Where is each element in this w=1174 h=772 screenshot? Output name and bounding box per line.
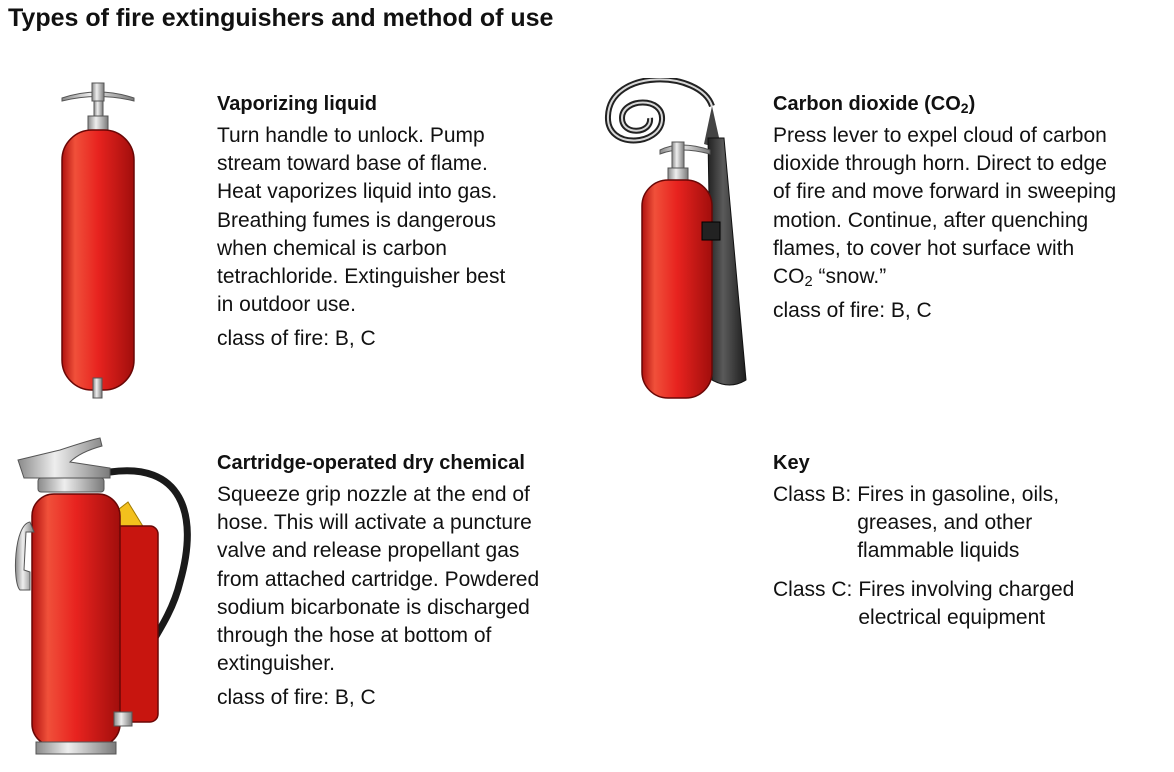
key-class-b-label: Class B:: [773, 483, 852, 506]
key-class-c: [773, 576, 1163, 632]
co2-heading: [773, 93, 1173, 116]
text-line: [773, 263, 1173, 291]
text-line: sodium bicarbonate is discharged: [217, 595, 530, 619]
key-class-b-description: [857, 481, 1059, 566]
co2-extinguisher-illustration: [600, 78, 760, 403]
text-line: Heat vaporizes liquid into gas.: [217, 180, 498, 204]
text-line: of fire and move forward in sweeping: [773, 180, 1117, 204]
text-part: CO: [773, 265, 805, 289]
key-class-c-description: [858, 576, 1074, 632]
text-line: when chemical is carbon: [217, 236, 447, 260]
text-line: motion. Continue, after quenching: [773, 208, 1089, 232]
text-line: Turn handle to unlock. Pump: [217, 124, 485, 147]
text-line: greases, and other: [857, 511, 1033, 535]
key-heading: Key: [773, 452, 810, 474]
text-line: Fires involving charged: [858, 577, 1075, 601]
vaporizing-liquid-class: class of fire: B, C: [217, 327, 376, 351]
text-line: flames, to cover hot surface with: [773, 236, 1075, 260]
text-part: “snow.”: [812, 265, 887, 289]
vaporizing-liquid-section: [217, 93, 577, 351]
text-line: valve and release propellant gas: [217, 539, 520, 563]
dry-chemical-class: class of fire: B, C: [217, 686, 376, 710]
dry-chemical-extinguisher-illustration: [10, 432, 200, 762]
text-line: flammable liquids: [857, 539, 1020, 563]
text-line: Breathing fumes is dangerous: [217, 208, 496, 232]
co2-section: [773, 93, 1173, 323]
text-line: electrical equipment: [858, 605, 1046, 629]
key-section: [773, 452, 1163, 642]
co2-description: [773, 122, 1173, 291]
text-line: extinguisher.: [217, 652, 335, 676]
text-line: Squeeze grip nozzle at the end of: [217, 483, 530, 506]
key-class-c-label: Class C:: [773, 577, 853, 601]
dry-chemical-heading: Cartridge-operated dry chemical: [217, 452, 525, 474]
text-line: stream toward base of flame.: [217, 152, 488, 176]
text-line: Press lever to expel cloud of carbon: [773, 124, 1107, 147]
subscript: 2: [804, 274, 813, 291]
dry-chemical-section: [217, 452, 607, 710]
dry-chemical-description: [217, 481, 607, 678]
page-title: Types of fire extinguishers and method of use: [8, 4, 554, 32]
text-line: through the hose at bottom of: [217, 624, 492, 648]
heading-text: Carbon dioxide (CO: [773, 93, 961, 115]
text-line: tetrachloride. Extinguisher best: [217, 265, 506, 289]
text-line: dioxide through horn. Direct to edge: [773, 152, 1107, 176]
text-line: Fires in gasoline, oils,: [857, 483, 1060, 506]
text-line: from attached cartridge. Powdered: [217, 567, 540, 591]
vaporizing-liquid-heading: Vaporizing liquid: [217, 93, 377, 115]
heading-text-end: ): [968, 93, 976, 115]
vaporizing-liquid-description: [217, 122, 577, 319]
key-class-b: [773, 481, 1163, 566]
text-line: hose. This will activate a puncture: [217, 511, 532, 535]
co2-class: class of fire: B, C: [773, 299, 932, 323]
text-line: in outdoor use.: [217, 293, 356, 317]
heading-subscript: 2: [960, 100, 969, 116]
vaporizing-liquid-extinguisher-illustration: [50, 78, 150, 403]
